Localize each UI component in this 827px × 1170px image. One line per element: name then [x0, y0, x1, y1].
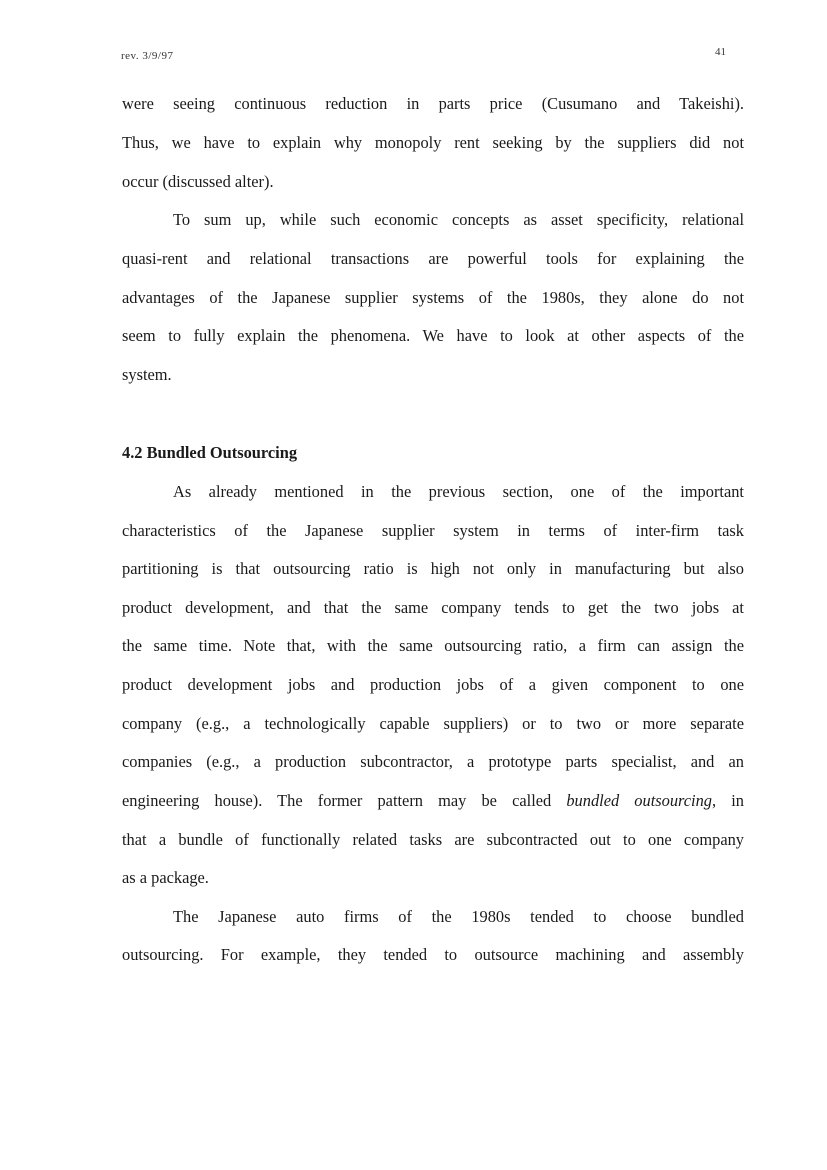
italic-term: bundled outsourcing — [566, 791, 713, 810]
body-line: product development, and that the same company tends to get the two jobs at — [122, 598, 744, 617]
body-text: engineering house). The former pattern may be called — [122, 791, 552, 810]
body-line: product development jobs and production jobs of a given component to one — [122, 675, 744, 694]
body-line: system. — [122, 365, 172, 384]
body-line: that a bundle of functionally related tasks are subcontracted out to one company — [122, 830, 744, 849]
body-line: As already mentioned in the previous section, one of the important — [173, 482, 744, 501]
body-line: seem to fully explain the phenomena. We have to look at other aspects of the — [122, 326, 744, 345]
body-line: The Japanese auto firms of the 1980s tended to choose bundled — [173, 907, 744, 926]
body-line: as a package. — [122, 868, 209, 887]
page-header-revision: rev. 3/9/97 — [121, 50, 174, 62]
body-line: Thus, we have to explain why monopoly rent seeking by the suppliers did not — [122, 133, 744, 152]
body-line: companies (e.g., a production subcontractor, a prototype parts specialist, and an — [122, 752, 744, 771]
body-text: , in — [712, 791, 744, 810]
page-number: 41 — [715, 46, 726, 58]
body-line: characteristics of the Japanese supplier system in terms of inter-firm task — [122, 521, 744, 540]
body-line: company (e.g., a technologically capable suppliers) or to two or more separate — [122, 714, 744, 733]
body-line: To sum up, while such economic concepts as asset specificity, relational — [173, 210, 744, 229]
body-line: the same time. Note that, with the same outsourcing ratio, a firm can assign the — [122, 636, 744, 655]
body-line: partitioning is that outsourcing ratio is high not only in manufacturing but also — [122, 559, 744, 578]
section-heading: 4.2 Bundled Outsourcing — [122, 443, 298, 462]
body-line: occur (discussed alter). — [122, 172, 274, 191]
body-line — [122, 791, 744, 811]
body-line: quasi-rent and relational transactions are powerful tools for explaining the — [122, 249, 744, 268]
body-line: were seeing continuous reduction in parts price (Cusumano and Takeishi). — [122, 94, 744, 113]
body-line: advantages of the Japanese supplier systems of the 1980s, they alone do not — [122, 288, 744, 307]
body-line: outsourcing. For example, they tended to outsource machining and assembly — [122, 945, 744, 964]
